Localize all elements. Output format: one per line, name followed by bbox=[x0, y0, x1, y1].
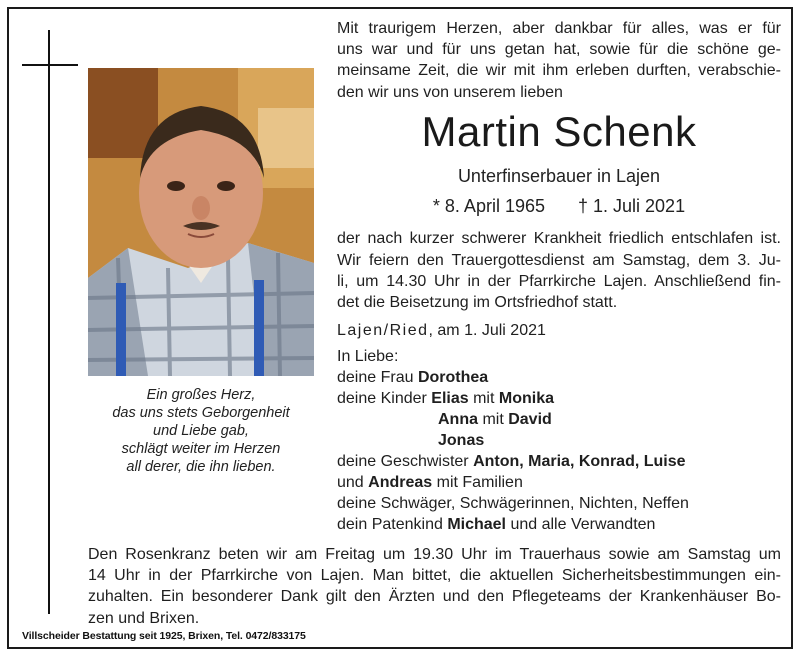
family-name: Dorothea bbox=[417, 369, 489, 386]
family-name: Michael bbox=[447, 516, 506, 533]
family-heading: In Liebe: bbox=[337, 348, 399, 365]
funeral-line: Wir feiern den Trauergottesdienst am Samstag, dem 3. Ju- bbox=[337, 252, 781, 269]
family-row-siblings bbox=[337, 451, 689, 472]
quote-line: das uns stets Geborgenheit bbox=[112, 405, 290, 421]
family-name: Elias bbox=[431, 390, 469, 407]
family-name: Jonas bbox=[438, 432, 485, 449]
family-list bbox=[337, 346, 689, 535]
funeral-paragraph bbox=[337, 250, 781, 314]
passing-paragraph bbox=[337, 228, 781, 249]
family-label: dein Patenkind bbox=[337, 516, 448, 533]
cross-bar bbox=[22, 64, 78, 66]
family-row-child bbox=[337, 430, 689, 451]
family-name: Anton, Maria, Konrad, Luise bbox=[473, 453, 686, 470]
place-date bbox=[337, 320, 781, 341]
family-name: Andreas bbox=[368, 474, 433, 491]
rosary-line: zuhalten. Ein besonderer Dank gilt den Ärzten und den Pflegeteams der Krankenhäuser Bo- bbox=[88, 588, 781, 606]
family-row-child bbox=[337, 409, 689, 430]
family-row-children bbox=[337, 388, 689, 409]
family-label: deine Kinder bbox=[337, 390, 432, 407]
deceased-name: Martin Schenk bbox=[421, 108, 697, 155]
quote-line: schlägt weiter im Herzen bbox=[121, 441, 281, 457]
quote-line: Ein großes Herz, bbox=[146, 387, 256, 403]
quote-line: all derer, die ihn lieben. bbox=[126, 459, 276, 475]
family-row-inlaws: deine Schwäger, Schwägerinnen, Nichten, Neffen bbox=[337, 495, 689, 512]
death-date: † 1. Juli 2021 bbox=[578, 196, 686, 216]
intro-paragraph bbox=[337, 18, 781, 103]
family-label: deine Frau bbox=[337, 369, 418, 386]
family-label: mit Familien bbox=[432, 474, 523, 491]
family-row-wife bbox=[337, 367, 689, 388]
family-label: und alle Verwandten bbox=[506, 516, 656, 533]
family-name: Anna bbox=[438, 411, 478, 428]
intro-line: uns war und für uns getan hat, sowie für die schöne ge- bbox=[337, 41, 781, 59]
passing-line: der nach kurzer schwerer Krankheit friedlich entschlafen ist. bbox=[337, 230, 781, 247]
rosary-line: zen und Brixen. bbox=[88, 609, 200, 627]
family-row-godchild bbox=[337, 514, 689, 535]
funeral-home-footer: Villscheider Bestattung seit 1925, Brixen, Tel. 0472/833175 bbox=[22, 630, 306, 642]
family-name: Monika bbox=[498, 390, 554, 407]
cross-icon bbox=[48, 30, 50, 614]
memorial-quote bbox=[98, 386, 304, 476]
family-label: mit bbox=[468, 390, 499, 407]
family-name: David bbox=[508, 411, 552, 428]
family-row-andreas bbox=[337, 472, 689, 493]
family-label: mit bbox=[478, 411, 509, 428]
rosary-line: Den Rosenkranz beten wir am Freitag um 19.30 Uhr im Trauerhaus sowie am Samstag um bbox=[88, 546, 781, 563]
place-date-text: , am 1. Juli 2021 bbox=[428, 322, 546, 339]
intro-line: Mit traurigem Herzen, aber dankbar für alles, was er für bbox=[337, 20, 781, 37]
quote-line: und Liebe gab, bbox=[153, 423, 249, 439]
intro-line: meinsame Zeit, die wir mit ihm erleben durften, verabschie- bbox=[337, 62, 781, 80]
funeral-line: det die Beisetzung im Ortsfriedhof statt. bbox=[337, 294, 618, 312]
intro-line: den wir uns von unserem lieben bbox=[337, 83, 563, 101]
rosary-paragraph bbox=[88, 544, 781, 629]
place-name: Lajen/Ried bbox=[337, 322, 429, 339]
portrait-photo bbox=[88, 68, 314, 376]
life-dates bbox=[337, 196, 781, 217]
family-label: und bbox=[337, 474, 369, 491]
funeral-line: li, um 14.30 Uhr in der Pfarrkirche Lajen. Anschließend fin- bbox=[337, 273, 781, 291]
family-label: deine Geschwister bbox=[337, 453, 474, 470]
rosary-line: 14 Uhr in der Pfarrkirche von Lajen. Man bittet, die aktuellen Sicherheitsbestimmungen ein- bbox=[88, 567, 781, 585]
birth-date: * 8. April 1965 bbox=[432, 196, 545, 216]
deceased-title: Unterfinserbauer in Lajen bbox=[457, 166, 661, 186]
